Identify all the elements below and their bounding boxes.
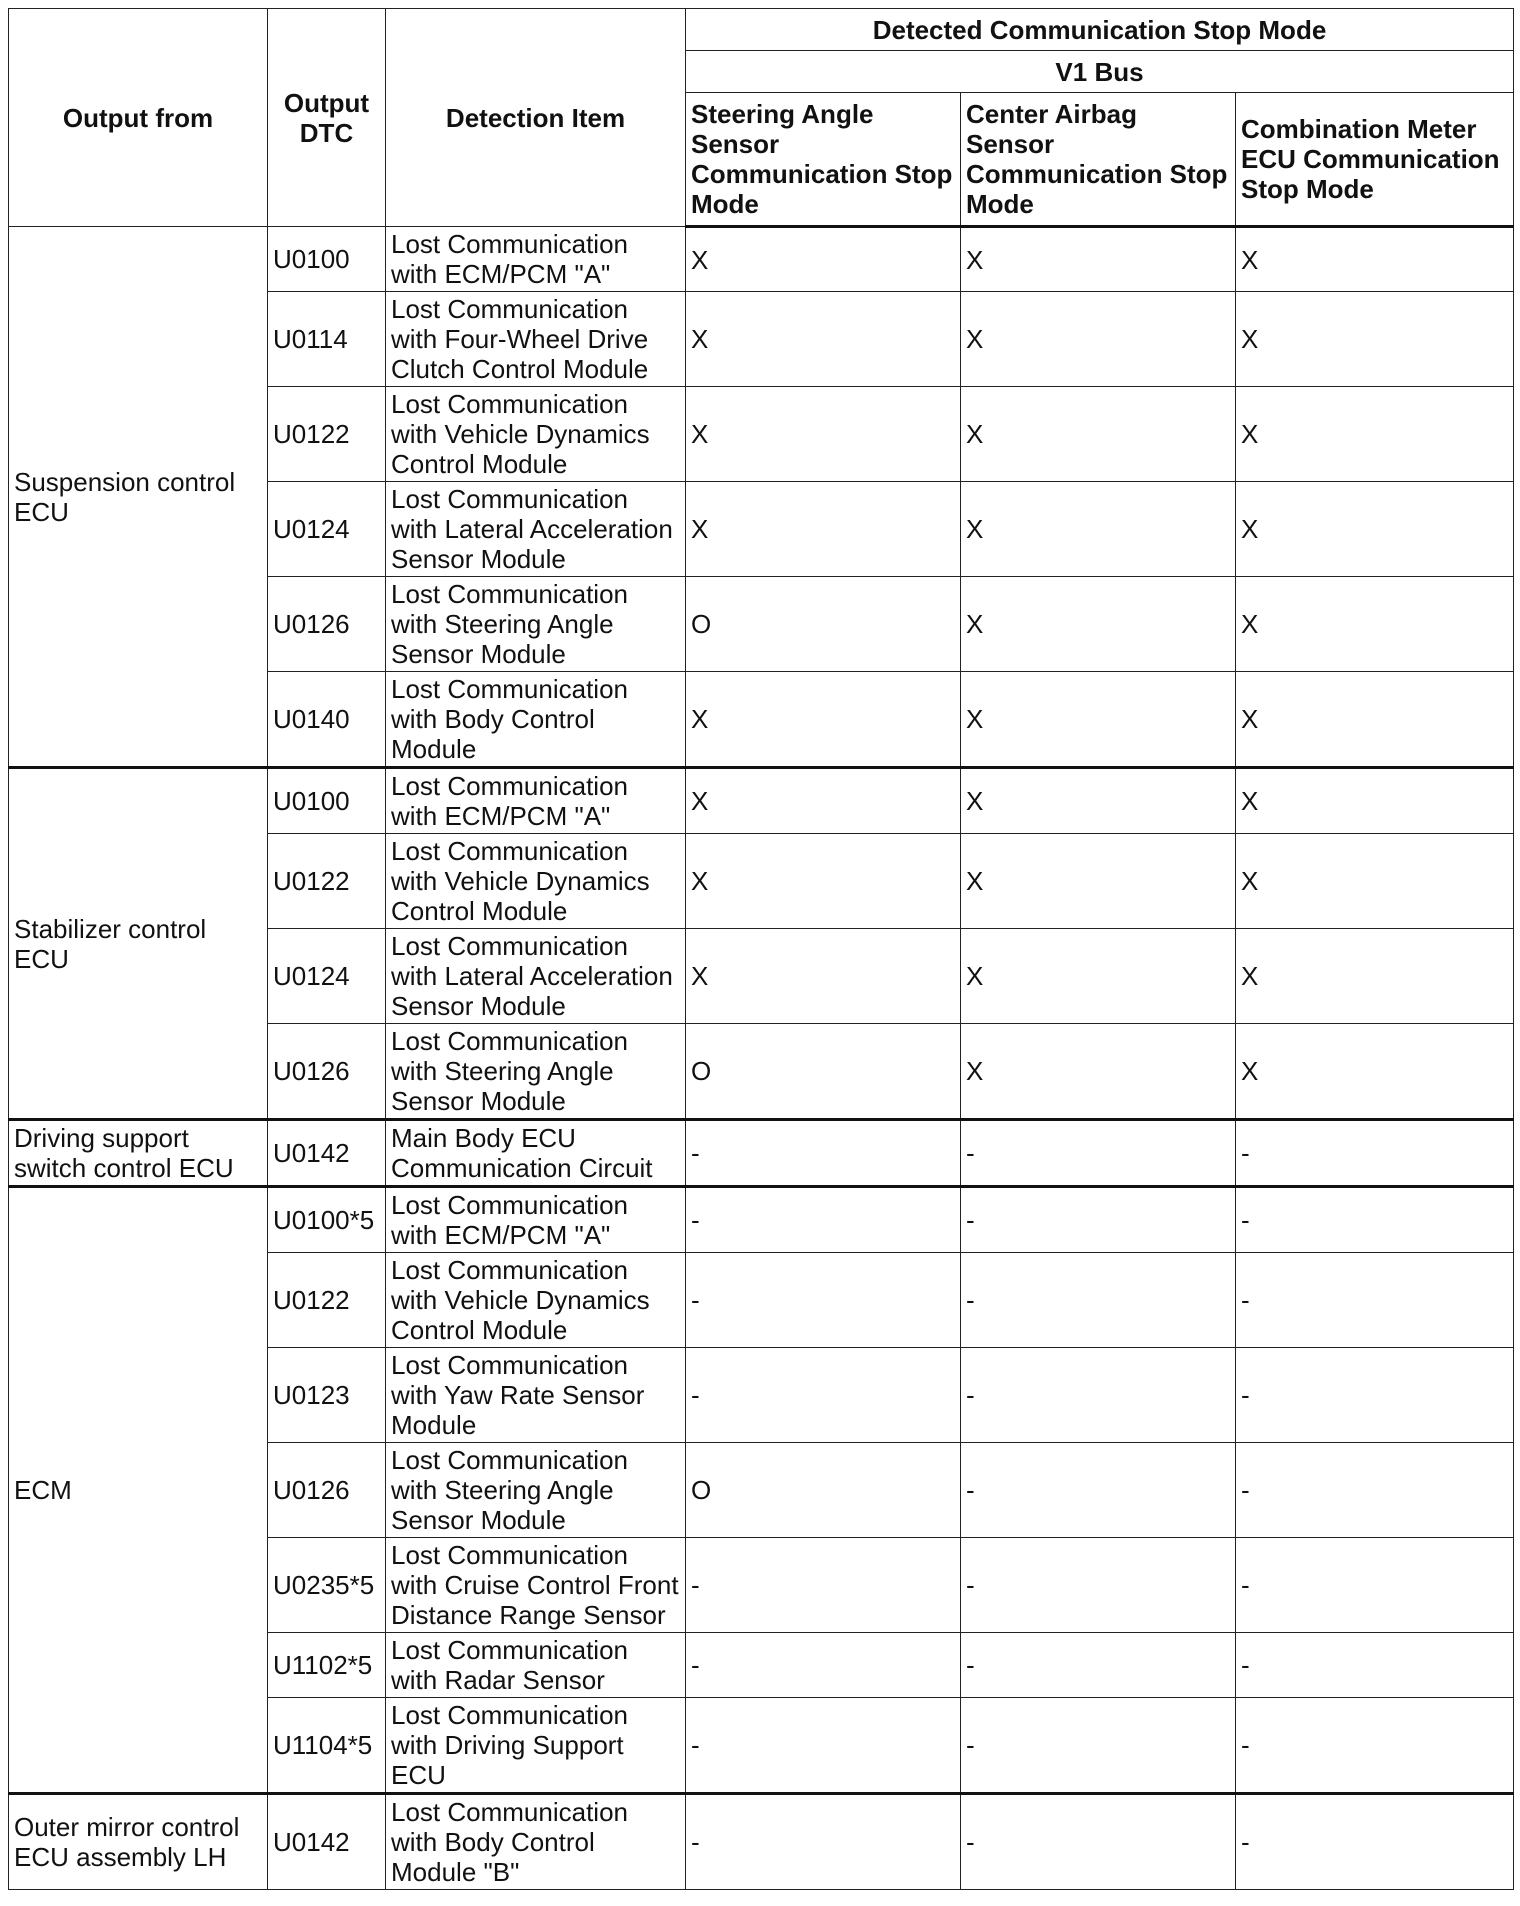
table-row: [9, 768, 1514, 834]
cell-detection-item: Lost Communication with ECM/PCM "A": [386, 768, 686, 834]
cell-mode-meter: -: [1236, 1794, 1514, 1890]
cell-mode-steering: -: [686, 1253, 961, 1348]
cell-dtc: U0126: [268, 577, 386, 672]
table-row: [9, 1120, 1514, 1187]
cell-mode-steering: X: [686, 482, 961, 577]
table-row: [9, 227, 1514, 292]
cell-mode-meter: X: [1236, 292, 1514, 387]
cell-mode-meter: -: [1236, 1120, 1514, 1187]
cell-output-from: Stabilizer control ECU: [9, 768, 268, 1120]
cell-mode-meter: X: [1236, 577, 1514, 672]
cell-dtc: U1104*5: [268, 1698, 386, 1794]
cell-mode-meter: X: [1236, 768, 1514, 834]
cell-output-from: Driving support switch control ECU: [9, 1120, 268, 1187]
cell-mode-steering: -: [686, 1794, 961, 1890]
cell-dtc: U0123: [268, 1348, 386, 1443]
cell-mode-steering: X: [686, 834, 961, 929]
cell-detection-item: Lost Communication with Body Control Module "B": [386, 1794, 686, 1890]
cell-mode-airbag: X: [961, 227, 1236, 292]
cell-mode-meter: X: [1236, 929, 1514, 1024]
cell-detection-item: Lost Communication with Body Control Module: [386, 672, 686, 768]
header-detected-mode: Detected Communication Stop Mode: [686, 9, 1514, 51]
cell-detection-item: Lost Communication with Vehicle Dynamics Control Module: [386, 387, 686, 482]
cell-mode-meter: -: [1236, 1633, 1514, 1698]
header-mode-airbag: Center Airbag Sensor Communication Stop Mode: [961, 93, 1236, 227]
cell-mode-airbag: -: [961, 1120, 1236, 1187]
cell-mode-steering: X: [686, 292, 961, 387]
cell-mode-meter: -: [1236, 1253, 1514, 1348]
cell-mode-steering: -: [686, 1698, 961, 1794]
cell-mode-meter: -: [1236, 1698, 1514, 1794]
cell-dtc: U0124: [268, 929, 386, 1024]
cell-detection-item: Main Body ECU Communication Circuit: [386, 1120, 686, 1187]
table-row: [9, 1187, 1514, 1253]
cell-detection-item: Lost Communication with Lateral Acceleration Sensor Module: [386, 929, 686, 1024]
cell-mode-airbag: -: [961, 1443, 1236, 1538]
cell-mode-steering: -: [686, 1187, 961, 1253]
cell-dtc: U0122: [268, 1253, 386, 1348]
cell-mode-steering: -: [686, 1120, 961, 1187]
cell-dtc: U0235*5: [268, 1538, 386, 1633]
cell-mode-meter: -: [1236, 1348, 1514, 1443]
cell-mode-airbag: -: [961, 1794, 1236, 1890]
header-detection-item: Detection Item: [386, 9, 686, 227]
cell-mode-steering: X: [686, 768, 961, 834]
header-mode-steering: Steering Angle Sensor Communication Stop Mode: [686, 93, 961, 227]
cell-dtc: U0100*5: [268, 1187, 386, 1253]
cell-mode-airbag: X: [961, 292, 1236, 387]
cell-dtc: U0126: [268, 1024, 386, 1120]
cell-mode-steering: O: [686, 1443, 961, 1538]
cell-mode-steering: -: [686, 1538, 961, 1633]
cell-mode-airbag: -: [961, 1538, 1236, 1633]
cell-detection-item: Lost Communication with Lateral Acceleration Sensor Module: [386, 482, 686, 577]
cell-mode-steering: O: [686, 1024, 961, 1120]
cell-detection-item: Lost Communication with Cruise Control Front Distance Range Sensor: [386, 1538, 686, 1633]
header-mode-meter: Combination Meter ECU Communication Stop Mode: [1236, 93, 1514, 227]
cell-mode-meter: X: [1236, 482, 1514, 577]
cell-dtc: U0124: [268, 482, 386, 577]
cell-detection-item: Lost Communication with Driving Support ECU: [386, 1698, 686, 1794]
cell-detection-item: Lost Communication with Steering Angle Sensor Module: [386, 1024, 686, 1120]
cell-mode-airbag: X: [961, 387, 1236, 482]
cell-mode-meter: -: [1236, 1443, 1514, 1538]
cell-mode-steering: -: [686, 1348, 961, 1443]
cell-mode-airbag: -: [961, 1253, 1236, 1348]
cell-mode-meter: -: [1236, 1187, 1514, 1253]
cell-dtc: U0142: [268, 1794, 386, 1890]
header-output-dtc: Output DTC: [268, 9, 386, 227]
cell-mode-airbag: X: [961, 577, 1236, 672]
dtc-table-container: [8, 8, 1514, 1890]
cell-mode-steering: O: [686, 577, 961, 672]
cell-detection-item: Lost Communication with ECM/PCM "A": [386, 227, 686, 292]
cell-detection-item: Lost Communication with Steering Angle Sensor Module: [386, 1443, 686, 1538]
cell-mode-meter: -: [1236, 1538, 1514, 1633]
cell-mode-meter: X: [1236, 227, 1514, 292]
cell-dtc: U0114: [268, 292, 386, 387]
cell-mode-airbag: X: [961, 768, 1236, 834]
cell-detection-item: Lost Communication with Yaw Rate Sensor Module: [386, 1348, 686, 1443]
cell-mode-airbag: X: [961, 834, 1236, 929]
communication-stop-mode-table: [8, 8, 1514, 1890]
cell-mode-steering: -: [686, 1633, 961, 1698]
cell-dtc: U0126: [268, 1443, 386, 1538]
header-bus: V1 Bus: [686, 51, 1514, 93]
table-body: [9, 227, 1514, 1890]
cell-mode-airbag: -: [961, 1187, 1236, 1253]
cell-mode-airbag: X: [961, 929, 1236, 1024]
cell-mode-airbag: X: [961, 1024, 1236, 1120]
cell-detection-item: Lost Communication with Radar Sensor: [386, 1633, 686, 1698]
cell-mode-steering: X: [686, 929, 961, 1024]
cell-mode-steering: X: [686, 387, 961, 482]
table-header: [9, 9, 1514, 227]
cell-dtc: U0122: [268, 387, 386, 482]
cell-mode-airbag: -: [961, 1633, 1236, 1698]
cell-detection-item: Lost Communication with ECM/PCM "A": [386, 1187, 686, 1253]
cell-mode-steering: X: [686, 227, 961, 292]
cell-dtc: U0142: [268, 1120, 386, 1187]
cell-mode-airbag: X: [961, 672, 1236, 768]
cell-mode-airbag: -: [961, 1348, 1236, 1443]
table-row: [9, 1794, 1514, 1890]
cell-output-from: Outer mirror control ECU assembly LH: [9, 1794, 268, 1890]
cell-mode-airbag: X: [961, 482, 1236, 577]
cell-detection-item: Lost Communication with Vehicle Dynamics Control Module: [386, 834, 686, 929]
cell-detection-item: Lost Communication with Steering Angle Sensor Module: [386, 577, 686, 672]
header-output-from: Output from: [9, 9, 268, 227]
cell-mode-steering: X: [686, 672, 961, 768]
cell-mode-meter: X: [1236, 672, 1514, 768]
cell-dtc: U0140: [268, 672, 386, 768]
cell-mode-airbag: -: [961, 1698, 1236, 1794]
cell-detection-item: Lost Communication with Four-Wheel Drive Clutch Control Module: [386, 292, 686, 387]
cell-dtc: U1102*5: [268, 1633, 386, 1698]
cell-dtc: U0100: [268, 227, 386, 292]
cell-detection-item: Lost Communication with Vehicle Dynamics Control Module: [386, 1253, 686, 1348]
cell-dtc: U0122: [268, 834, 386, 929]
cell-output-from: Suspension control ECU: [9, 227, 268, 768]
cell-dtc: U0100: [268, 768, 386, 834]
cell-mode-meter: X: [1236, 1024, 1514, 1120]
cell-mode-meter: X: [1236, 834, 1514, 929]
cell-mode-meter: X: [1236, 387, 1514, 482]
cell-output-from: ECM: [9, 1187, 268, 1794]
